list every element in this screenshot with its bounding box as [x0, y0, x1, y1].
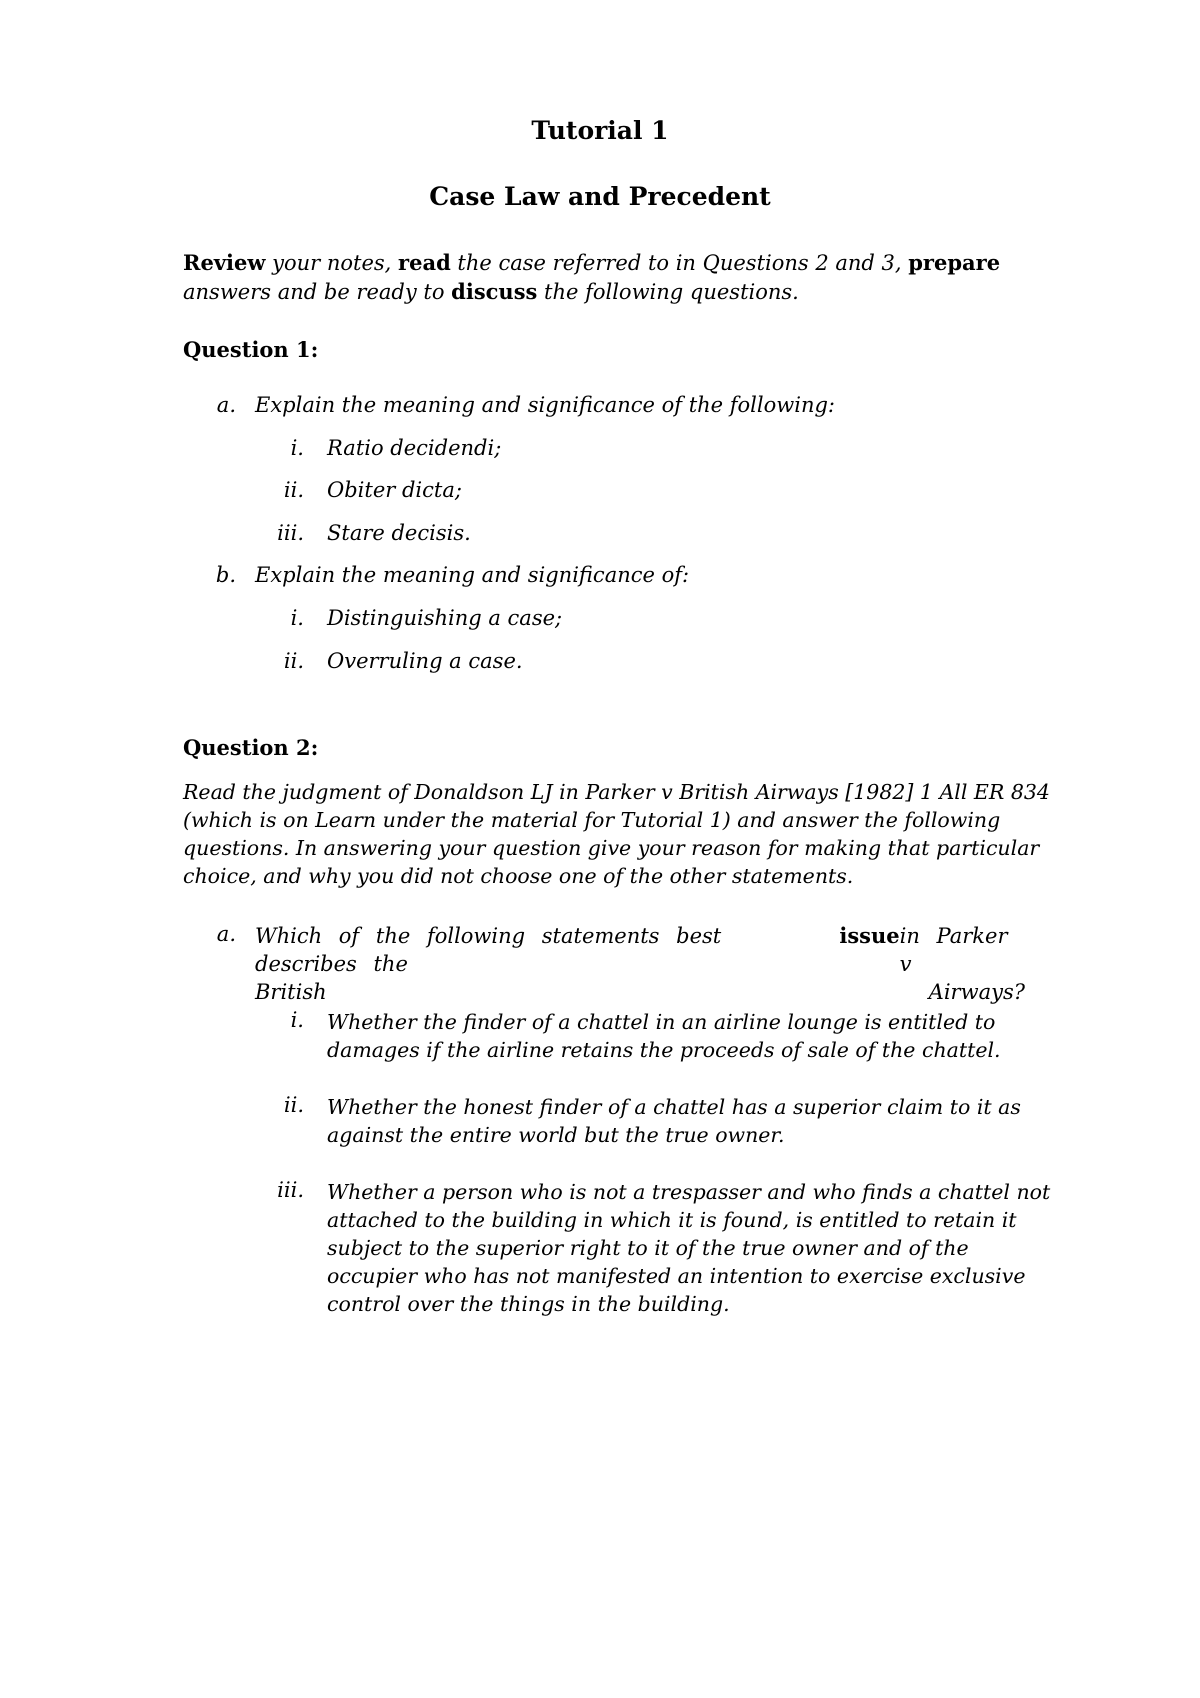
q1-a-item-marker: ii.	[283, 478, 304, 502]
q2-a-question	[255, 922, 1025, 1006]
q1-b-marker: b.	[215, 563, 236, 587]
q1-a-text: Explain the meaning and significance of the following:	[255, 393, 835, 417]
q1-a-item: Stare decisis.	[327, 521, 471, 545]
q1-a-item-marker: iii.	[277, 521, 304, 545]
q2-a-bold-issue: issue	[839, 923, 900, 948]
q1-b-item-marker: i.	[290, 606, 304, 630]
q2-a-line-1: Which of the following statements best describes the issue in Parker v	[255, 923, 1008, 976]
q2-paragraph	[183, 778, 1050, 890]
page-title: Tutorial 1	[531, 116, 669, 145]
intro-bold-read: read	[398, 250, 451, 275]
q2-paragraph-line: Read the judgment of Donaldson LJ in Parker v British Airways [1982] 1 All ER 834	[183, 780, 1050, 804]
q2-option: Whether the finder of a chattel in an airline lounge is entitled to damages if the airline retains the proceeds of sale of the chattel.	[327, 1010, 1001, 1062]
q2-paragraph-line: choice, and why you did not choose one of the other statements.	[183, 864, 854, 888]
q1-a-item-marker: i.	[290, 436, 304, 460]
q1-b-item: Distinguishing a case;	[327, 606, 563, 630]
intro-bold-prepare: prepare	[908, 250, 1001, 275]
q2-paragraph-line: (which is on Learn under the material for Tutorial 1) and answer the following	[183, 808, 1001, 832]
intro-bold-review: Review	[183, 250, 266, 275]
intro-line-1: Review your notes, read the case referred to in Questions 2 and 3, prepare	[183, 250, 1001, 275]
intro-bold-discuss: discuss	[451, 279, 538, 304]
question-2-heading: Question 2:	[183, 735, 319, 760]
q1-b-item: Overruling a case.	[327, 649, 523, 673]
intro-line-2: answers and be ready to discuss the following questions.	[183, 279, 799, 304]
q2-option-marker: i.	[290, 1008, 304, 1032]
question-1-heading: Question 1:	[183, 337, 319, 362]
q2-option-marker: ii.	[283, 1093, 304, 1117]
q2-option-marker: iii.	[277, 1178, 304, 1202]
q1-b-text: Explain the meaning and significance of:	[255, 563, 690, 587]
page-subtitle: Case Law and Precedent	[429, 182, 771, 211]
q2-a-line-2: British Airways?	[255, 980, 1025, 1004]
q1-a-marker: a.	[216, 393, 236, 417]
q1-a-item: Obiter dicta;	[327, 478, 462, 502]
q1-b-item-marker: ii.	[283, 649, 304, 673]
q2-option: Whether the honest finder of a chattel has a superior claim to it as against the entire world but the true owner.	[327, 1095, 1021, 1147]
q1-a-item: Ratio decidendi;	[327, 436, 502, 460]
q2-option: Whether a person who is not a trespasser and who finds a chattel not attached to the building in which it is found, is entitled to retain it subject to the superior right to it of the true owner and of the occupier who has not manifested an intention to exercise exclusive control over the things in the building.	[327, 1180, 1051, 1316]
q2-paragraph-line: questions. In answering your question give your reason for making that particular	[183, 836, 1040, 860]
q2-a-marker: a.	[216, 922, 236, 946]
